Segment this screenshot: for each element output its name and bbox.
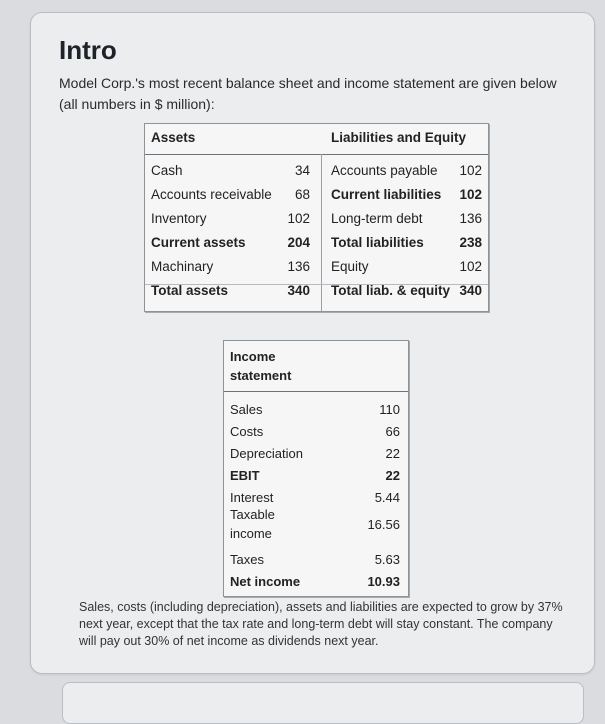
liability-label: Total liabilities [331, 235, 424, 250]
asset-value: 102 [287, 211, 310, 226]
asset-value: 34 [294, 163, 310, 178]
balance-sheet-row [145, 256, 488, 280]
income-label: Net income [230, 574, 301, 589]
income-value: 5.63 [374, 552, 400, 567]
income-value: 110 [379, 402, 400, 417]
problem-card [30, 12, 595, 674]
liability-value: 102 [459, 163, 482, 178]
asset-label: Inventory [151, 211, 207, 226]
next-card [62, 682, 584, 724]
income-statement-title: Income statement [230, 349, 292, 383]
income-label: EBIT [230, 468, 260, 483]
income-label: Interest [230, 490, 274, 505]
income-label: Depreciation [230, 446, 303, 461]
asset-label: Accounts receivable [151, 187, 272, 202]
asset-label: Total assets [151, 283, 229, 298]
liability-label: Equity [331, 259, 369, 274]
intro-text: Model Corp.'s most recent balance sheet and income statement are given below (all numbers in $ million): [59, 75, 557, 112]
asset-value: 204 [287, 235, 310, 250]
footnote-text: Sales, costs (including depreciation), assets and liabilities are expected to grow by 37% next year, except that the tax rate and long-term debt will stay constant. The company will pay out 30% of net income as dividends next year. [79, 600, 563, 648]
liability-label: Long-term debt [331, 211, 423, 226]
income-value: 10.93 [367, 574, 400, 589]
asset-value: 340 [287, 283, 310, 298]
income-statement-row [224, 507, 408, 541]
income-statement-row [224, 443, 408, 467]
income-value: 5.44 [374, 490, 400, 505]
income-value: 66 [385, 424, 400, 439]
asset-value: 136 [287, 259, 310, 274]
income-statement-row [224, 571, 408, 595]
assets-header: Assets [151, 130, 196, 145]
income-value: 22 [385, 446, 400, 461]
liability-label: Accounts payable [331, 163, 438, 178]
balance-sheet-row [145, 232, 488, 256]
balance-sheet-row [145, 280, 488, 304]
income-statement-row [224, 465, 408, 489]
balance-sheet-header [145, 124, 488, 155]
income-statement-table [223, 340, 409, 597]
asset-value: 68 [294, 187, 310, 202]
income-statement-header-divider [224, 391, 408, 392]
income-label: Costs [230, 424, 264, 439]
income-value: 16.56 [367, 517, 400, 532]
liability-value: 136 [459, 211, 482, 226]
income-value: 22 [385, 468, 400, 483]
asset-label: Cash [151, 163, 183, 178]
asset-label: Current assets [151, 235, 246, 250]
liability-value: 102 [459, 259, 482, 274]
page-title: Intro [59, 35, 117, 65]
income-label: Taxable income [230, 507, 275, 541]
liabilities-header: Liabilities and Equity [331, 130, 467, 145]
liability-value: 102 [459, 187, 482, 202]
income-label: Taxes [230, 552, 264, 567]
balance-sheet-row [145, 184, 488, 208]
income-statement-row [224, 399, 408, 423]
liability-label: Current liabilities [331, 187, 442, 202]
balance-sheet-row [145, 160, 488, 184]
income-statement-row [224, 421, 408, 445]
income-label: Sales [230, 402, 263, 417]
asset-label: Machinary [151, 259, 214, 274]
liability-value: 238 [459, 235, 482, 250]
income-statement-row [224, 549, 408, 573]
balance-sheet-table [144, 123, 489, 312]
liability-label: Total liab. & equity [331, 283, 451, 298]
liability-value: 340 [459, 283, 482, 298]
balance-sheet-row [145, 208, 488, 232]
